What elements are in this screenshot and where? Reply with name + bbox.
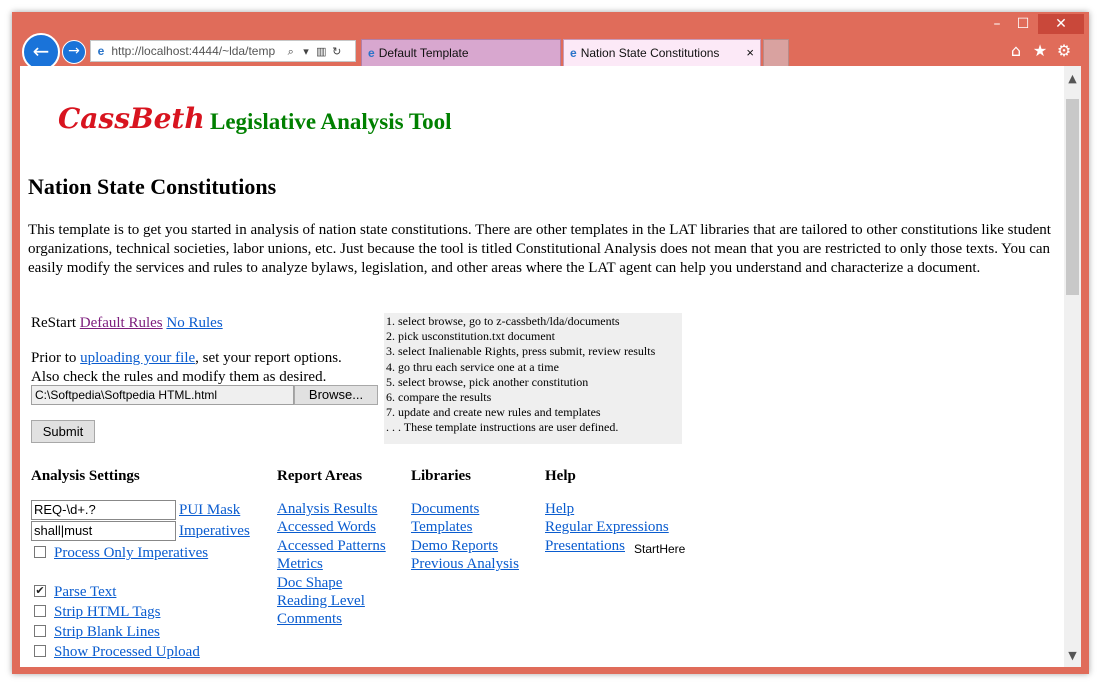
tab-nation-state-constitutions[interactable]	[563, 39, 761, 66]
show-processed-upload-link[interactable]: Show Processed Upload	[54, 644, 200, 660]
parse-text-link[interactable]: Parse Text	[54, 584, 117, 600]
close-tab-icon[interactable]: ×	[746, 45, 754, 60]
help-heading: Help	[545, 468, 576, 484]
pui-mask-link[interactable]: PUI Mask	[179, 502, 241, 518]
vertical-scrollbar[interactable]	[1064, 66, 1081, 667]
maximize-icon[interactable]: ☐	[1016, 16, 1030, 32]
browser-window	[12, 12, 1089, 674]
restart-row	[31, 314, 223, 333]
chevron-down-icon[interactable]: ▾	[303, 46, 309, 58]
regular-expressions-link[interactable]: Regular Expressions	[545, 519, 669, 535]
process-only-imperatives-checkbox[interactable]	[34, 546, 46, 558]
uploading-file-link[interactable]: uploading your file	[80, 350, 196, 366]
starthere-text: StartHere	[634, 542, 686, 556]
home-icon[interactable]: ⌂	[1010, 41, 1022, 60]
library-link-documents[interactable]: Documents	[411, 501, 480, 517]
forward-button[interactable]: →	[62, 40, 86, 64]
tab-default-template[interactable]	[361, 39, 561, 66]
presentations-link[interactable]: Presentations	[545, 538, 625, 554]
scroll-thumb[interactable]	[1066, 99, 1079, 295]
upload-instructions	[31, 349, 381, 387]
restart-label: ReStart	[31, 315, 76, 331]
address-bar[interactable]	[90, 40, 356, 62]
new-tab-button[interactable]	[763, 39, 789, 66]
report-link-reading-level[interactable]: Reading Level	[277, 593, 365, 609]
prior-text: Prior to	[31, 350, 77, 366]
pui-mask-input[interactable]: REQ-\d+.?	[31, 500, 176, 520]
library-link-previous-analysis[interactable]: Previous Analysis	[411, 556, 519, 572]
instruction-step: 5. select browse, pick another constitution	[386, 374, 589, 389]
scroll-down-icon[interactable]: ▼	[1068, 649, 1077, 662]
ie-tab-icon: e	[368, 46, 375, 60]
minimize-icon[interactable]: –	[993, 16, 1001, 32]
process-only-imperatives-link[interactable]: Process Only Imperatives	[54, 545, 209, 561]
close-window-icon[interactable]: ✕	[1038, 14, 1084, 34]
instruction-step: 6. compare the results	[386, 390, 492, 405]
cassbeth-logo: CassBeth	[58, 102, 205, 135]
strip-blank-lines-link[interactable]: Strip Blank Lines	[54, 624, 160, 640]
instruction-step: 7. update and create new rules and templates	[386, 405, 601, 420]
submit-button[interactable]: Submit	[31, 420, 95, 443]
default-rules-link[interactable]: Default Rules	[79, 315, 163, 331]
imperatives-link[interactable]: Imperatives	[179, 523, 250, 539]
instruction-step: 2. pick usconstitution.txt document	[386, 329, 555, 344]
show-processed-upload-checkbox[interactable]	[34, 645, 46, 657]
report-areas-heading: Report Areas	[277, 468, 363, 484]
libraries-heading: Libraries	[411, 468, 471, 484]
page-content	[20, 66, 1081, 667]
file-path-input[interactable]: C:\Softpedia\Softpedia HTML.html	[31, 385, 294, 405]
favorites-icon[interactable]: ★	[1032, 41, 1048, 60]
refresh-icon[interactable]: ↻	[332, 46, 342, 58]
compatibility-view-icon[interactable]: ▥	[316, 46, 327, 58]
report-link-accessed-patterns[interactable]: Accessed Patterns	[277, 538, 386, 554]
browse-button[interactable]: Browse...	[294, 385, 378, 405]
report-link-comments[interactable]: Comments	[277, 611, 343, 627]
intro-paragraph: This template is to get you started in analysis of nation state constitutions. There are other templates in the LAT libraries that are tailored to other constitutions like student organizations, technical societies, labor unions, etc. Just because the tool is titled Constitutional Analysis does not mean that you are restricted to only those texts. You can easily modify the services and rules to analyze bylaws, legislation, and other areas where the LAT agent can help you understand and characterize a document.	[28, 222, 1051, 276]
report-link-doc-shape[interactable]: Doc Shape	[277, 575, 343, 591]
strip-blank-lines-checkbox[interactable]	[34, 625, 46, 637]
report-link-analysis-results[interactable]: Analysis Results	[277, 501, 378, 517]
back-button[interactable]: ←	[22, 33, 60, 71]
ie-page-icon: e	[97, 44, 105, 58]
page-title: Nation State Constitutions	[28, 174, 277, 199]
search-icon[interactable]: ⌕	[287, 46, 294, 58]
strip-html-tags-checkbox[interactable]	[34, 605, 46, 617]
prior-text-after: , set your report options.	[195, 350, 342, 366]
instruction-step: 3. select Inalienable Rights, press submit, review results	[386, 344, 656, 359]
report-link-accessed-words[interactable]: Accessed Words	[277, 519, 376, 535]
strip-html-tags-link[interactable]: Strip HTML Tags	[54, 604, 161, 620]
ie-tab-icon: e	[570, 46, 577, 60]
instructions-box	[384, 313, 682, 444]
tab-label: Default Template	[378, 46, 469, 60]
address-url[interactable]: http://localhost:4444/~lda/temp	[111, 44, 276, 58]
tab-label: Nation State Constitutions	[580, 46, 720, 60]
parse-text-checkbox[interactable]: ✔	[35, 584, 45, 597]
rules-note: Also check the rules and modify them as desired.	[31, 369, 327, 385]
tool-title: Legislative Analysis Tool	[210, 109, 452, 134]
help-link[interactable]: Help	[545, 501, 575, 517]
analysis-settings-heading: Analysis Settings	[31, 468, 140, 484]
report-link-metrics[interactable]: Metrics	[277, 556, 323, 572]
instruction-step: 4. go thru each service one at a time	[386, 359, 559, 374]
gear-icon[interactable]: ⚙	[1056, 41, 1072, 60]
imperatives-input[interactable]: shall|must	[31, 521, 176, 541]
library-link-templates[interactable]: Templates	[411, 519, 473, 535]
no-rules-link[interactable]: No Rules	[166, 315, 223, 331]
library-link-demo-reports[interactable]: Demo Reports	[411, 538, 499, 554]
instruction-step: 1. select browse, go to z-cassbeth/lda/documents	[386, 314, 620, 328]
instruction-step: . . . These template instructions are user defined.	[386, 420, 619, 435]
scroll-up-icon[interactable]: ▲	[1068, 72, 1077, 85]
